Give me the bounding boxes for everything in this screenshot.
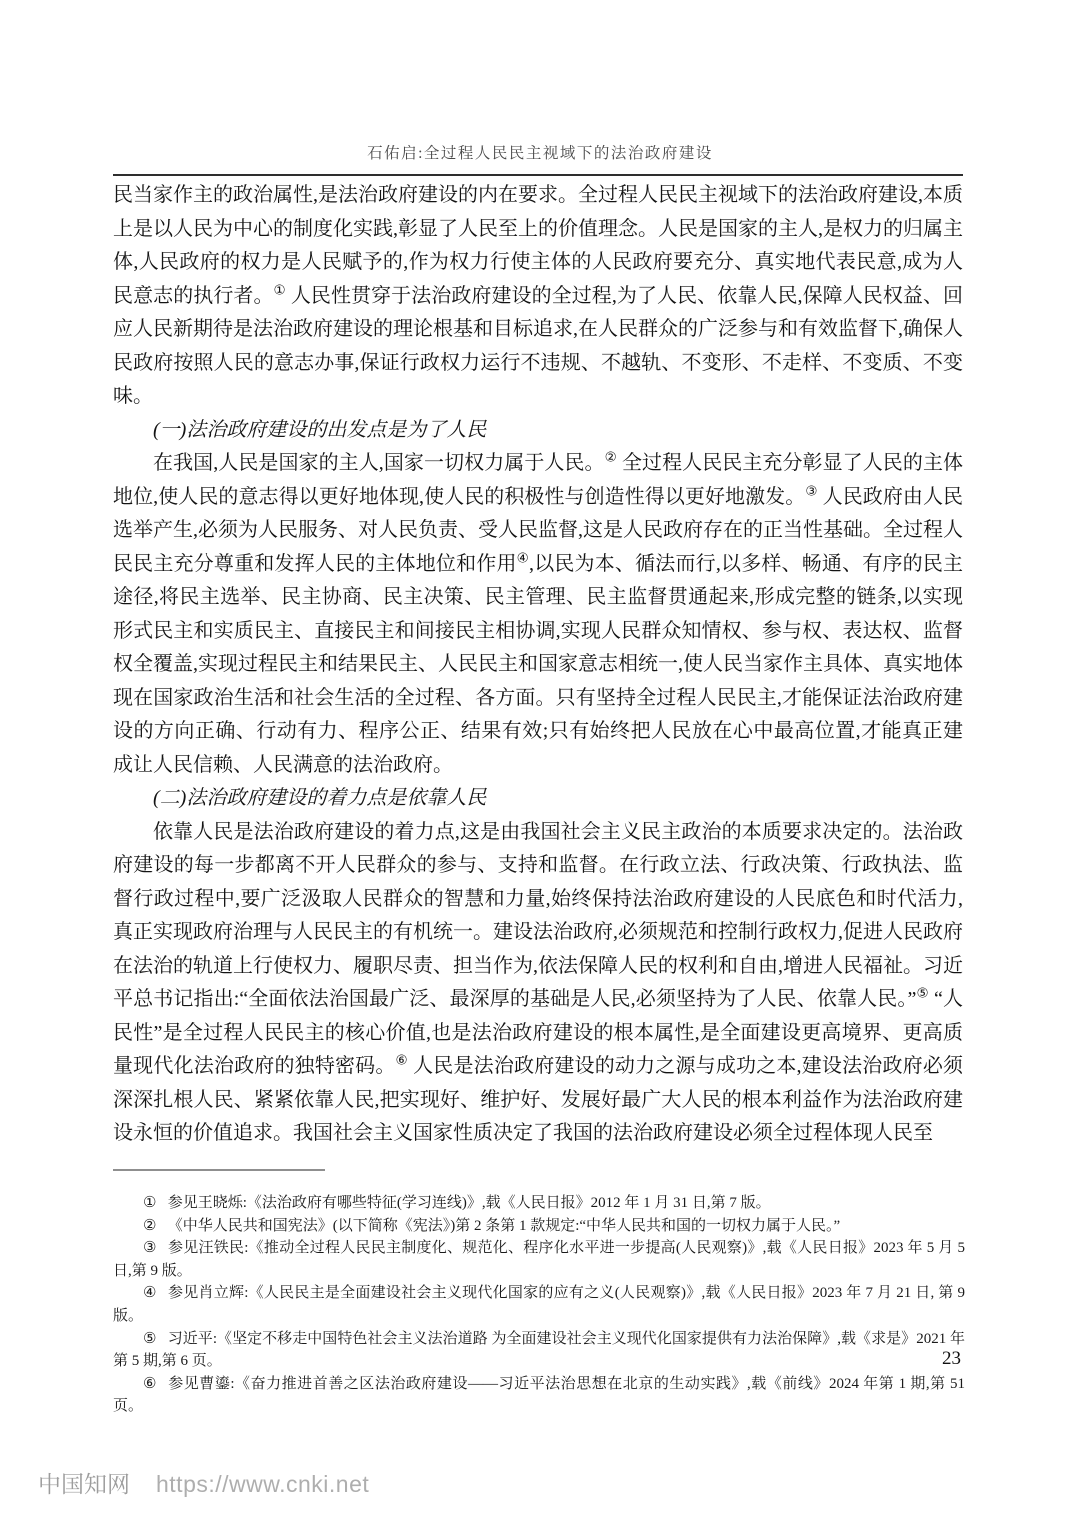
header-rule xyxy=(113,174,963,176)
footnote-ref: ③ xyxy=(805,482,818,498)
section-heading: (二)法治政府建设的着力点是依靠人民 xyxy=(153,787,487,809)
footnote-ref: ① xyxy=(273,281,286,297)
footnote-marker: ① xyxy=(143,1195,157,1211)
footnote-marker: ③ xyxy=(143,1240,157,1257)
footnote-marker: ④ xyxy=(143,1285,157,1302)
footnote-text: 参见肖立辉:《人民民主是全面建设社会主义现代化国家的应有之义(人民观察)》,载《人民日报》2023 年 7 月 21 日, 第 9 版。 xyxy=(113,1285,965,1324)
running-header: 石佑启:全过程人民民主视域下的法治政府建设 xyxy=(367,145,713,162)
footnote-item xyxy=(113,1373,965,1418)
footnote-item xyxy=(113,1282,965,1327)
body-paragraph: 依靠人民是法治政府建设的着力点,这是由我国社会主义民主政治的本质要求决定的。法治政府建设的每一步都离不开人民群众的参与、支持和监督。在行政立法、行政决策、行政执法、监督行政过程中,要广泛汲取人民群众的智慧和力量,始终保持法治政府建设的人民底色和时代活力,真正实现政府治理与人民民主的有机统一。建设法治政府,必须规范和控制行政权力,促进人民政府在法治的轨道上行使权力、履职尽责、担当作为,依法保障人民的权利和自由,增进人民福祉。习近平总书记指出:“全面依法治国最广泛、最深厚的基础是人民,必须坚持为了人民、依靠人民。”⑤ “人民性”是全过程人民民主的核心价值,也是法治政府建设的根本属性,是全面建设更高境界、更高质量现代化法治政府的独特密码。⑥ 人民是法治政府建设的动力之源与成功之本,建设法治政府必须深深扎根人民、紧紧依靠人民,把实现好、维护好、发展好最广大人民的根本利益作为法治政府建设永恒的价值追求。我国社会主义国家性质决定了我国的法治政府建设必须全过程体现人民至 xyxy=(113,820,964,1144)
footnote-ref: ⑤ xyxy=(916,985,929,1001)
footnote-separator xyxy=(113,1169,325,1171)
article-body xyxy=(113,179,963,1151)
footnote-marker: ⑥ xyxy=(143,1375,157,1392)
footnote-marker: ⑤ xyxy=(143,1330,157,1347)
body-paragraph: 民当家作主的政治属性,是法治政府建设的内在要求。全过程人民民主视域下的法治政府建设,本质上是以人民为中心的制度化实践,彰显了人民至上的价值理念。人民是国家的主人,是权力的归属主体,人民政府的权力是人民赋予的,作为权力行使主体的人民政府要充分、真实地代表民意,成为人民意志的执行者。① 人民性贯穿于法治政府建设的全过程,为了人民、依靠人民,保障人民权益、回应人民新期待是法治政府建设的理论根基和目标追求,在人民群众的广泛参与和有效监督下,确保人民政府按照人民的意志办事,保证行政权力运行不违规、不越轨、不变形、不走样、不变质、不变味。 xyxy=(113,184,964,407)
cnki-watermark-brand: 中国知网 xyxy=(38,1471,130,1497)
footnote-ref: ④ xyxy=(516,549,530,565)
body-paragraph: 在我国,人民是国家的主人,国家一切权力属于人民。② 全过程人民民主充分彰显了人民的主体地位,使人民的意志得以更好地体现,使人民的积极性与创造性得以更好地激发。③ 人民政府由人民选举产生,必须为人民服务、对人民负责、受人民监督,这是人民政府存在的正当性基础。全过程人民民主充分尊重和发挥人民的主体地位和作用④,以民为本、循法而行,以多样、畅通、有序的民主途径,将民主选举、民主协商、民主决策、民主管理、民主监督贯通起来,形成完整的链条,以实现形式民主和实质民主、直接民主和间接民主相协调,实现人民群众知情权、参与权、表达权、监督权全覆盖,实现过程民主和结果民主、人民民主和国家意志相统一,使人民当家作主具体、真实地体现在国家政治生活和社会生活的全过程、各方面。只有坚持全过程人民民主,才能保证法治政府建设的方向正确、行动有力、程序公正、结果有效;只有始终把人民放在心中最高位置,才能真正建成让人民信赖、人民满意的法治政府。 xyxy=(113,449,964,776)
cnki-watermark-url: https://www.cnki.net xyxy=(156,1471,370,1497)
footnote-text: 参见曹鎏:《奋力推进首善之区法治政府建设——习近平法治思想在北京的生动实践》,载《前线》2024 年第 1 期,第 51 页。 xyxy=(113,1375,965,1415)
footnote-text: 《中华人民共和国宪法》(以下简称《宪法》)第 2 条第 1 款规定:“中华人民共和国的一切权力属于人民。” xyxy=(167,1217,841,1234)
footnote-marker: ② xyxy=(143,1217,157,1234)
footnote-ref: ② xyxy=(604,449,617,465)
footnote-text: 参见王晓烁:《法治政府有哪些特征(学习连线)》,载《人民日报》2012 年 1 月 31 日,第 7 版。 xyxy=(167,1195,771,1211)
footnote-item xyxy=(113,1237,965,1282)
footnote-item xyxy=(113,1215,965,1238)
cnki-watermark xyxy=(38,1466,369,1499)
section-heading: (一)法治政府建设的出发点是为了人民 xyxy=(153,418,487,441)
footnote-ref: ⑥ xyxy=(395,1052,408,1068)
footnote-text: 参见汪铁民:《推动全过程人民民主制度化、规范化、程序化水平进一步提高(人民观察)》,载《人民日报》2023 年 5 月 5 日,第 9 版。 xyxy=(113,1240,965,1279)
page-number: 23 xyxy=(942,1348,961,1369)
footnotes xyxy=(113,1192,965,1418)
footnote-text: 习近平:《坚定不移走中国特色社会主义法治道路 为全面建设社会主义现代化国家提供有力法治保障》,载《求是》2021 年第 5 期,第 6 页。 xyxy=(113,1330,965,1370)
footnote-item xyxy=(113,1192,965,1215)
